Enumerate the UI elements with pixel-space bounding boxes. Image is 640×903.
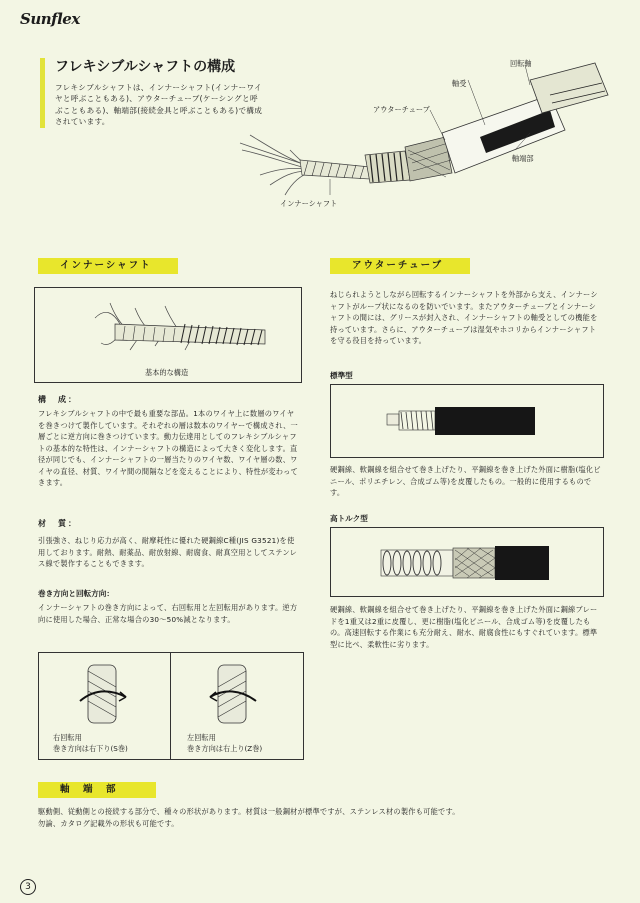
right-rotation-direction: 巻き方向は右下り(S巻) bbox=[53, 744, 128, 753]
winding-direction-box bbox=[38, 652, 304, 760]
composition-heading: 構 成： bbox=[38, 395, 78, 404]
label-shaft-end: 軸端部 bbox=[512, 154, 534, 163]
outer-tube-intro: ねじられようとしながら回転するインナーシャフトを外部から支え、インナーシャフトがループ状になるのを防いでいます。またアウターチューブとインナーシャフトの間には、グリースが封入され、インナーシャフトの軸受としての機能を持っています。さらに、アウターチューブは湿気やホコリからインナーシャフトを守る役目を持っています。 bbox=[330, 290, 598, 345]
right-rotation-caption: 右回転用 bbox=[53, 733, 82, 742]
high-torque-text: 硬鋼線、軟鋼線を組合せて巻き上げたり、平鋼線を巻き上げた外面に鋼線ブレードを1重又は2重に皮覆し、更に樹脂(塩化ビニール、合成ゴム等)を皮覆したもの。高速回転する作業にも充分耐え、耐水、耐腐食性にもすぐれています。標準型に比べ、柔軟性に劣ります。 bbox=[330, 605, 598, 649]
direction-text: インナーシャフトの巻き方向によって、右回転用と左回転用があります。逆方向に使用した場合、正常な場合の30〜50%減となります。 bbox=[38, 603, 298, 624]
label-inner-shaft: インナーシャフト bbox=[280, 199, 338, 208]
basic-structure-box bbox=[34, 287, 302, 383]
page-title: フレキシブルシャフトの構成 bbox=[55, 59, 236, 75]
label-rotation-shaft: 回転軸 bbox=[510, 59, 532, 68]
standard-type-heading: 標準型 bbox=[330, 371, 353, 380]
left-rotation-direction: 巻き方向は右上り(Z巻) bbox=[187, 744, 263, 753]
title-accent-bar bbox=[40, 58, 45, 128]
right-rotation-icon bbox=[74, 661, 134, 729]
brand-logo: Sunflex bbox=[20, 10, 80, 28]
intro-paragraph: フレキシブルシャフトは、インナーシャフト(インナーワイヤと呼ぶこともある)、アウターチューブ(ケーシングと呼ぶこともある)、軸端部(接続金具と呼ぶこともある)で構成されています。 bbox=[55, 83, 263, 127]
high-torque-box bbox=[330, 527, 604, 597]
shaft-end-text-2: 勿論、カタログ記載外の形状も可能です。 bbox=[38, 819, 179, 828]
basic-structure-illustration bbox=[35, 288, 301, 368]
material-text: 引張強さ、ねじり応力が高く、耐摩耗性に優れた硬鋼線C種(JIS G3521)を使用しております。耐熱、耐薬品、耐放射線、耐腐食、耐真空用としてステンレス線で製作することもできます。 bbox=[38, 536, 298, 568]
standard-type-text: 硬鋼線、軟鋼線を組合せて巻き上げたり、平鋼線を巻き上げた外面に樹脂(塩化ビニール、ポリエチレン、合成ゴム等)を皮覆したもの。一般的に使用するものです。 bbox=[330, 465, 601, 497]
high-torque-tube-illustration bbox=[331, 528, 603, 596]
shaft-end-text-1: 駆動側、従動側との接続する部分で、種々の形状があります。材質は一般鋼材が標準ですが、ステンレス材の製作も可能です。 bbox=[38, 807, 460, 816]
standard-tube-illustration bbox=[331, 385, 603, 457]
inner-shaft-tag: インナーシャフト bbox=[38, 258, 178, 274]
left-rotation-caption: 左回転用 bbox=[187, 733, 216, 742]
standard-type-box bbox=[330, 384, 604, 458]
page-number: 3 bbox=[20, 879, 36, 895]
shaft-cutaway-diagram bbox=[230, 55, 610, 215]
basic-structure-caption: 基本的な構造 bbox=[145, 368, 189, 377]
label-bearing: 軸受 bbox=[452, 79, 467, 88]
material-heading: 材 質： bbox=[38, 519, 78, 528]
winding-box-divider bbox=[170, 653, 171, 759]
shaft-end-tag: 軸 端 部 bbox=[38, 782, 156, 798]
outer-tube-tag: アウターチューブ bbox=[330, 258, 470, 274]
label-outer-tube: アウターチューブ bbox=[373, 105, 430, 114]
direction-heading: 巻き方向と回転方向： bbox=[38, 589, 114, 598]
composition-text: フレキシブルシャフトの中で最も重要な部品。1本のワイヤ上に数層のワイヤを巻きつけて製作しています。それぞれの層は数本のワイヤーで構成され、一層ごとに逆方向に巻きつけています。動力伝達用としてのフレキシブルシャフトの基本的な特性は、インナーシャフトの構造によって大きく変化します。直径が同じでも、インナーシャフトの一層当たりのワイヤ数、ワイヤ層の数、ワイヤの直径、材質、ワイヤ間の間隔などを変えることにより、特性が変わってきます。 bbox=[38, 409, 299, 487]
high-torque-heading: 高トルク型 bbox=[330, 514, 368, 523]
left-rotation-icon bbox=[204, 661, 264, 729]
